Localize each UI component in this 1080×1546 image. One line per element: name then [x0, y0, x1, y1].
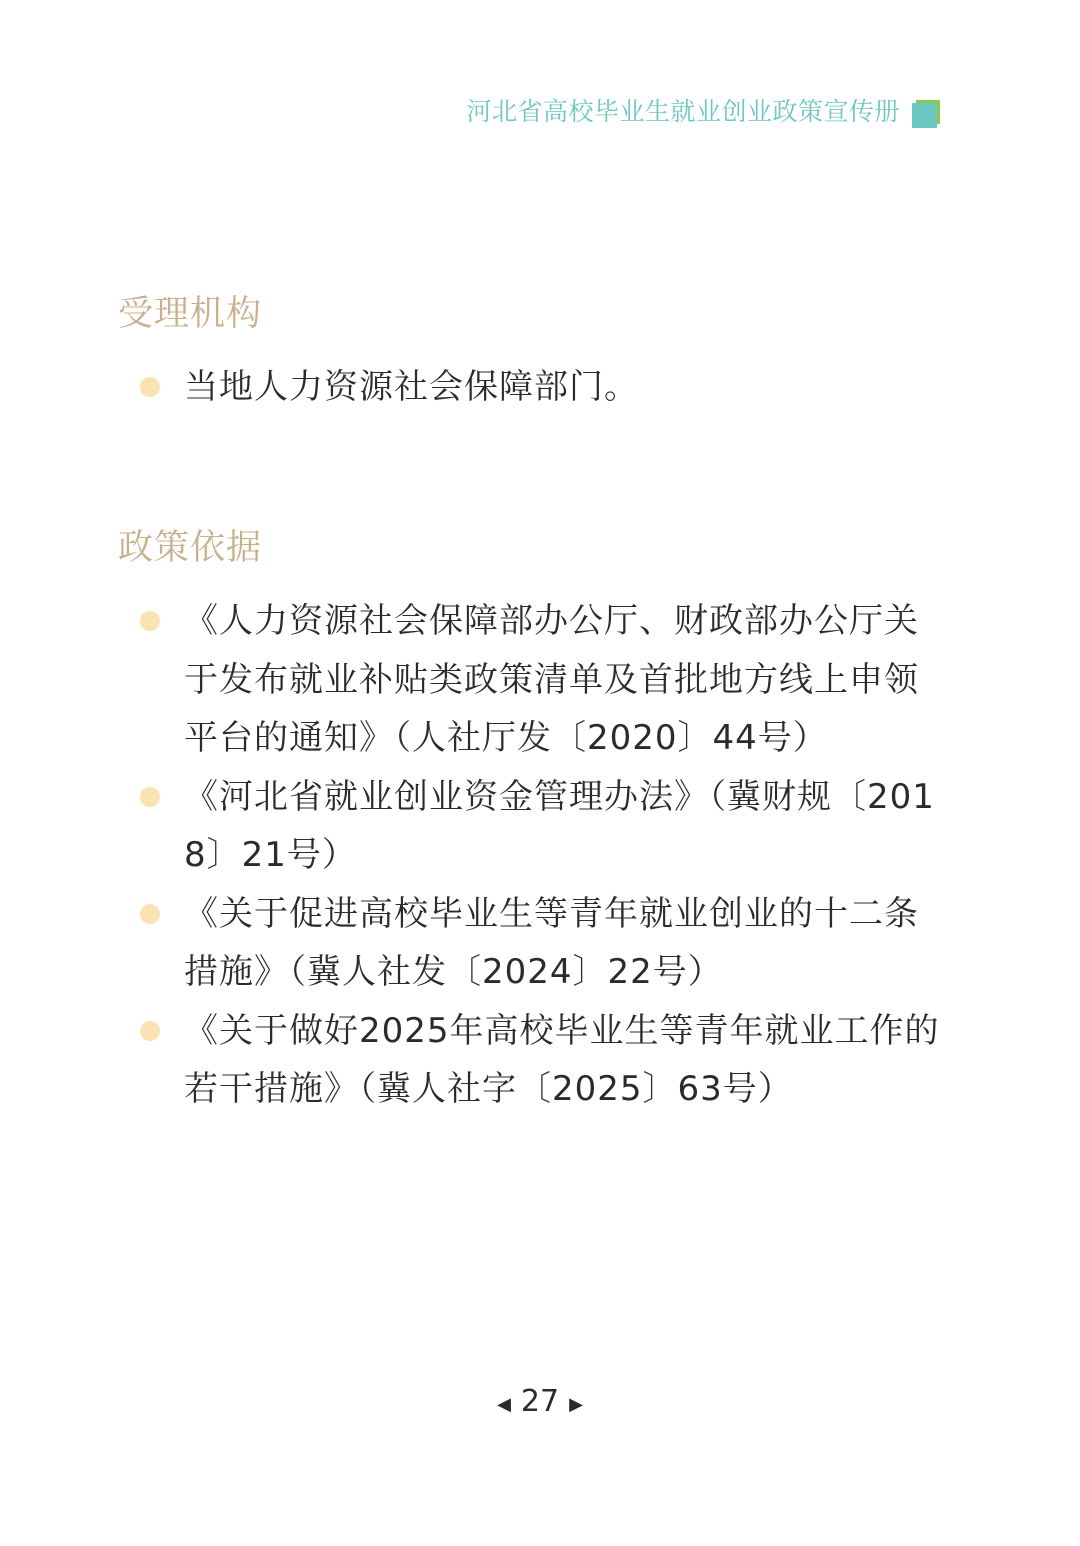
policy-basis-list: [140, 592, 940, 1119]
list-item: [140, 592, 940, 768]
list-item-text: 《关于促进高校毕业生等青年就业创业的十二条措施》（冀人社发〔2024〕22号）: [184, 893, 919, 992]
bullet-dot-icon: [140, 611, 160, 631]
list-item: [140, 885, 940, 1002]
list-item-text: 当地人力资源社会保障部门。: [184, 367, 639, 407]
section-heading-acceptance-agency: 受理机构: [118, 294, 263, 334]
page-number-footer: [0, 1384, 1080, 1419]
list-item: [140, 358, 940, 417]
header-mark-front-square: [912, 103, 937, 128]
bullet-dot-icon: [140, 904, 160, 924]
header-title: 河北省高校毕业生就业创业政策宣传册: [466, 96, 900, 126]
section-heading-policy-basis: 政策依据: [118, 528, 263, 568]
list-item: [140, 768, 940, 885]
bullet-dot-icon: [140, 787, 160, 807]
page-header: [466, 92, 942, 130]
list-item-text: 《关于做好2025年高校毕业生等青年就业工作的若干措施》（冀人社字〔2025〕63号）: [184, 1010, 940, 1109]
triangle-left-icon: ◀: [497, 1394, 511, 1415]
triangle-right-icon: ▶: [569, 1394, 583, 1415]
list-item-text: 《河北省就业创业资金管理办法》（冀财规〔2018〕21号）: [184, 776, 935, 875]
list-item: [140, 1002, 940, 1119]
bullet-dot-icon: [140, 377, 160, 397]
list-item-text: 《人力资源社会保障部办公厅、财政部办公厅关于发布就业补贴类政策清单及首批地方线上申领平台的通知》（人社厅发〔2020〕44号）: [184, 601, 919, 758]
acceptance-agency-list: [140, 358, 940, 417]
header-mark-icon: [912, 100, 942, 130]
bullet-dot-icon: [140, 1021, 160, 1041]
page-number: 27: [520, 1384, 560, 1419]
